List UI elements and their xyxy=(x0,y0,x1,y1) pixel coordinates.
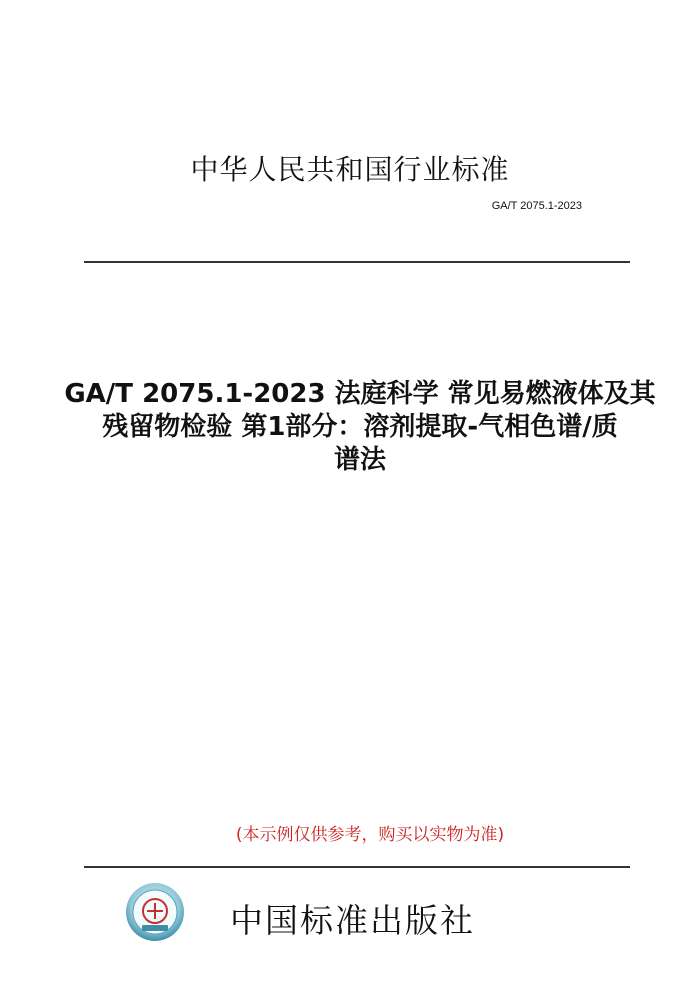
standard-category-title: 中华人民共和国行业标准 xyxy=(190,153,510,186)
bottom-divider xyxy=(84,866,630,868)
certification-seal-icon xyxy=(125,882,185,942)
standard-code: GA/T 2075.1-2023 xyxy=(491,200,582,212)
top-divider xyxy=(84,261,630,263)
document-title-line-3: 谱法 xyxy=(333,445,386,475)
publisher-name: 中国标准出版社 xyxy=(230,901,475,940)
document-title xyxy=(40,378,680,477)
document-title-line-2: 残留物检验 第1部分：溶剂提取-气相色谱/质 xyxy=(102,412,618,442)
sample-disclaimer: (本示例仅供参考，购买以实物为准) xyxy=(235,825,505,845)
document-title-line-1: GA/T 2075.1-2023 法庭科学 常见易燃液体及其 xyxy=(64,379,656,409)
